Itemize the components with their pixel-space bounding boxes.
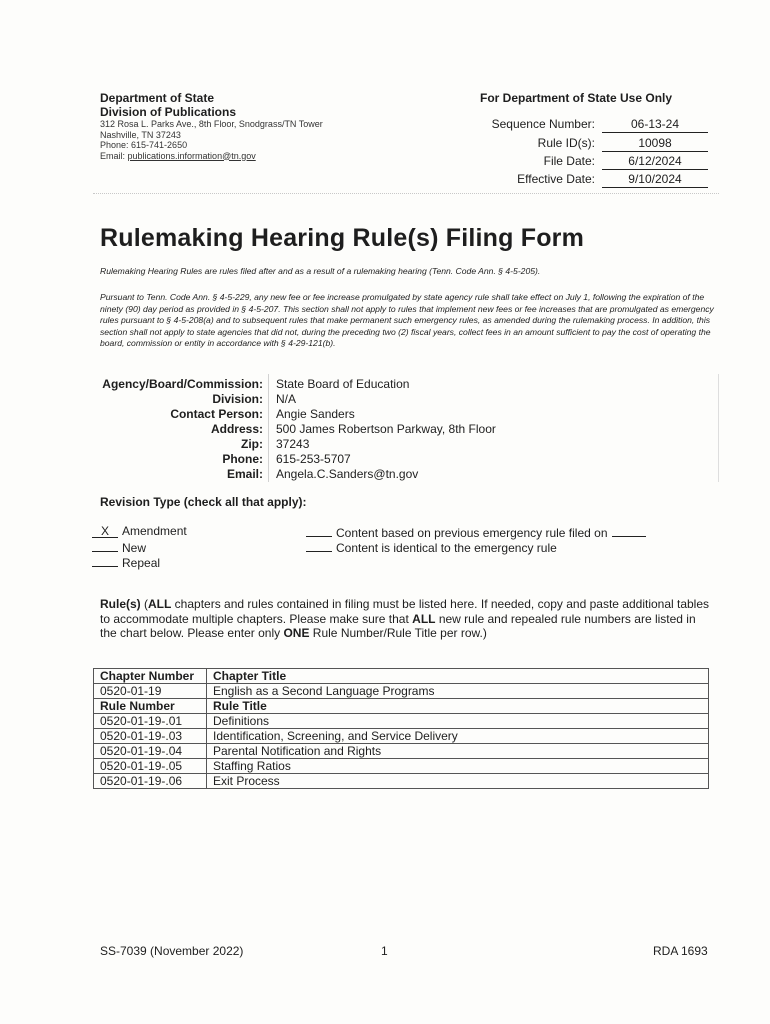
address-row bbox=[93, 422, 719, 437]
rules-note-text: ( bbox=[140, 597, 149, 611]
emergency-rule-date-field[interactable] bbox=[612, 526, 646, 537]
repeal-check-mark bbox=[92, 554, 118, 567]
table-row bbox=[94, 744, 709, 759]
rule-title-cell: Exit Process bbox=[207, 774, 709, 789]
phone-key: Phone: bbox=[222, 452, 263, 466]
revision-type-title: Revision Type (check all that apply): bbox=[100, 495, 307, 509]
rule-title-header: Rule Title bbox=[207, 699, 709, 714]
rule-title-cell: Parental Notification and Rights bbox=[207, 744, 709, 759]
division-row bbox=[93, 392, 719, 407]
rule-number-header: Rule Number bbox=[94, 699, 207, 714]
content-previous-label: Content based on previous emergency rule filed on bbox=[336, 526, 608, 540]
content-previous-check-mark bbox=[306, 524, 332, 537]
rule-number-cell: 0520-01-19-.04 bbox=[94, 744, 207, 759]
division-key: Division: bbox=[212, 392, 263, 406]
rule-title-cell: Staffing Ratios bbox=[207, 759, 709, 774]
table-row bbox=[94, 759, 709, 774]
sequence-number-value: 06-13-24 bbox=[602, 117, 708, 133]
form-id: SS-7039 (November 2022) bbox=[100, 944, 244, 958]
agency-row bbox=[93, 377, 719, 392]
file-date-label: File Date: bbox=[543, 154, 595, 168]
department-address: 312 Rosa L. Parks Ave., 8th Floor, Snodgrass/TN Tower bbox=[100, 119, 323, 129]
table-row bbox=[94, 714, 709, 729]
rule-number-cell: 0520-01-19-.05 bbox=[94, 759, 207, 774]
zip-key: Zip: bbox=[241, 437, 263, 451]
content-identical-label: Content is identical to the emergency rule bbox=[336, 541, 557, 555]
rules-note-heading: Rule(s) bbox=[100, 597, 141, 611]
effective-date-row bbox=[470, 172, 720, 188]
amendment-label: Amendment bbox=[122, 524, 187, 538]
sequence-number-label: Sequence Number: bbox=[491, 117, 595, 131]
email-row bbox=[93, 467, 719, 482]
table-row bbox=[94, 684, 709, 699]
division-name: Division of Publications bbox=[100, 105, 237, 119]
department-email-line bbox=[100, 151, 400, 162]
new-checkbox[interactable] bbox=[92, 539, 146, 554]
contact-person-row bbox=[93, 407, 719, 422]
rules-table bbox=[93, 668, 709, 789]
rules-note-emphasis: ALL bbox=[412, 611, 436, 626]
rule-number-cell: 0520-01-19-.06 bbox=[94, 774, 207, 789]
form-subtitle: Rulemaking Hearing Rules are rules filed after and as a result of a rulemaking hearing (Tenn. Code Ann. § 4-5-205). bbox=[100, 266, 541, 276]
email-value: Angela.C.Sanders@tn.gov bbox=[276, 467, 419, 481]
file-date-value: 6/12/2024 bbox=[602, 154, 708, 170]
chapter-number-header: Chapter Number bbox=[94, 669, 207, 684]
department-name: Department of State bbox=[100, 91, 215, 105]
department-email-link[interactable]: publications.information@tn.gov bbox=[127, 150, 256, 161]
department-city: Nashville, TN 37243 bbox=[100, 129, 181, 140]
rule-id-value: 10098 bbox=[602, 136, 708, 152]
rule-number-cell: 0520-01-19-.01 bbox=[94, 714, 207, 729]
content-identical-check-mark bbox=[306, 539, 332, 552]
rule-id-label: Rule ID(s): bbox=[537, 136, 595, 150]
file-date-row bbox=[470, 154, 720, 170]
chapter-title-cell: English as a Second Language Programs bbox=[207, 684, 709, 699]
content-previous-emergency-checkbox[interactable] bbox=[306, 524, 646, 539]
new-check-mark bbox=[92, 539, 118, 552]
rules-instructions bbox=[100, 597, 715, 641]
department-block bbox=[100, 91, 400, 161]
table-row bbox=[94, 729, 709, 744]
rules-note-emphasis: ONE bbox=[283, 626, 310, 640]
contact-person-value: Angie Sanders bbox=[276, 407, 355, 421]
rule-title-cell: Definitions bbox=[207, 714, 709, 729]
contact-person-key: Contact Person: bbox=[170, 407, 263, 421]
division-value: N/A bbox=[276, 392, 297, 406]
phone-row bbox=[93, 452, 719, 467]
zip-row bbox=[93, 437, 719, 452]
phone-value: 615-253-5707 bbox=[276, 452, 351, 466]
effective-date-label: Effective Date: bbox=[517, 172, 595, 186]
rules-note-text: Rule Number/Rule Title per row.) bbox=[309, 626, 487, 640]
rule-id-row bbox=[470, 136, 720, 152]
amendment-check-mark: X bbox=[92, 525, 118, 538]
agency-info-table bbox=[93, 374, 719, 482]
table-header-row bbox=[94, 699, 709, 714]
chapter-number-cell: 0520-01-19 bbox=[94, 684, 207, 699]
address-value: 500 James Robertson Parkway, 8th Floor bbox=[276, 422, 496, 436]
table-header-row bbox=[94, 669, 709, 684]
chapter-title-header: Chapter Title bbox=[207, 669, 709, 684]
address-key: Address: bbox=[210, 422, 263, 436]
agency-value: State Board of Education bbox=[276, 377, 410, 391]
sequence-number-row bbox=[470, 117, 720, 133]
content-identical-checkbox[interactable] bbox=[306, 539, 557, 554]
rule-number-cell: 0520-01-19-.03 bbox=[94, 729, 207, 744]
pursuant-paragraph: Pursuant to Tenn. Code Ann. § 4-5-229, any new fee or fee increase promulgated by state agency rule shall take effect on July 1, following the expiration of the ninety (90) day period as provided in § 4-5-207. This section shall not apply to rules that implement new fees or fee increases that are promulgated as emergency rules pursuant to § 4-5-208(a) and to subsequent rules that make permanent such emergency rules, as amended during the rulemaking process. In addition, this section shall not apply to state agencies that did not, during the preceding two (2) fiscal years, collect fees in an amount sufficient to pay the cost of operating the board, commission or entity in accordance with § 4-29-121(b). bbox=[100, 292, 714, 349]
department-phone: Phone: 615-741-2650 bbox=[100, 140, 188, 150]
effective-date-value: 9/10/2024 bbox=[602, 172, 708, 188]
rules-note-text: chapters and rules contained in filing must be listed here. If needed, copy and paste additional tables to accommodate multiple chapters. Please make sure that bbox=[100, 597, 710, 626]
amendment-checkbox[interactable] bbox=[92, 524, 187, 539]
repeal-checkbox[interactable] bbox=[92, 554, 160, 569]
zip-value: 37243 bbox=[276, 437, 310, 451]
new-label: New bbox=[122, 541, 147, 555]
rules-note-text: new rule and repealed rule numbers are listed in the chart below. Please enter only bbox=[100, 611, 696, 640]
repeal-label: Repeal bbox=[122, 556, 161, 570]
rda-number: RDA 1693 bbox=[653, 944, 708, 958]
agency-key: Agency/Board/Commission: bbox=[102, 377, 263, 391]
rules-note-emphasis: ALL bbox=[148, 597, 172, 611]
email-key: Email: bbox=[226, 467, 263, 481]
rule-title-cell: Identification, Screening, and Service Delivery bbox=[207, 729, 709, 744]
email-label: Email: bbox=[100, 150, 128, 161]
form-title: Rulemaking Hearing Rule(s) Filing Form bbox=[100, 224, 585, 252]
table-row bbox=[94, 774, 709, 789]
page-number: 1 bbox=[381, 944, 388, 958]
office-use-title: For Department of State Use Only bbox=[480, 91, 673, 105]
